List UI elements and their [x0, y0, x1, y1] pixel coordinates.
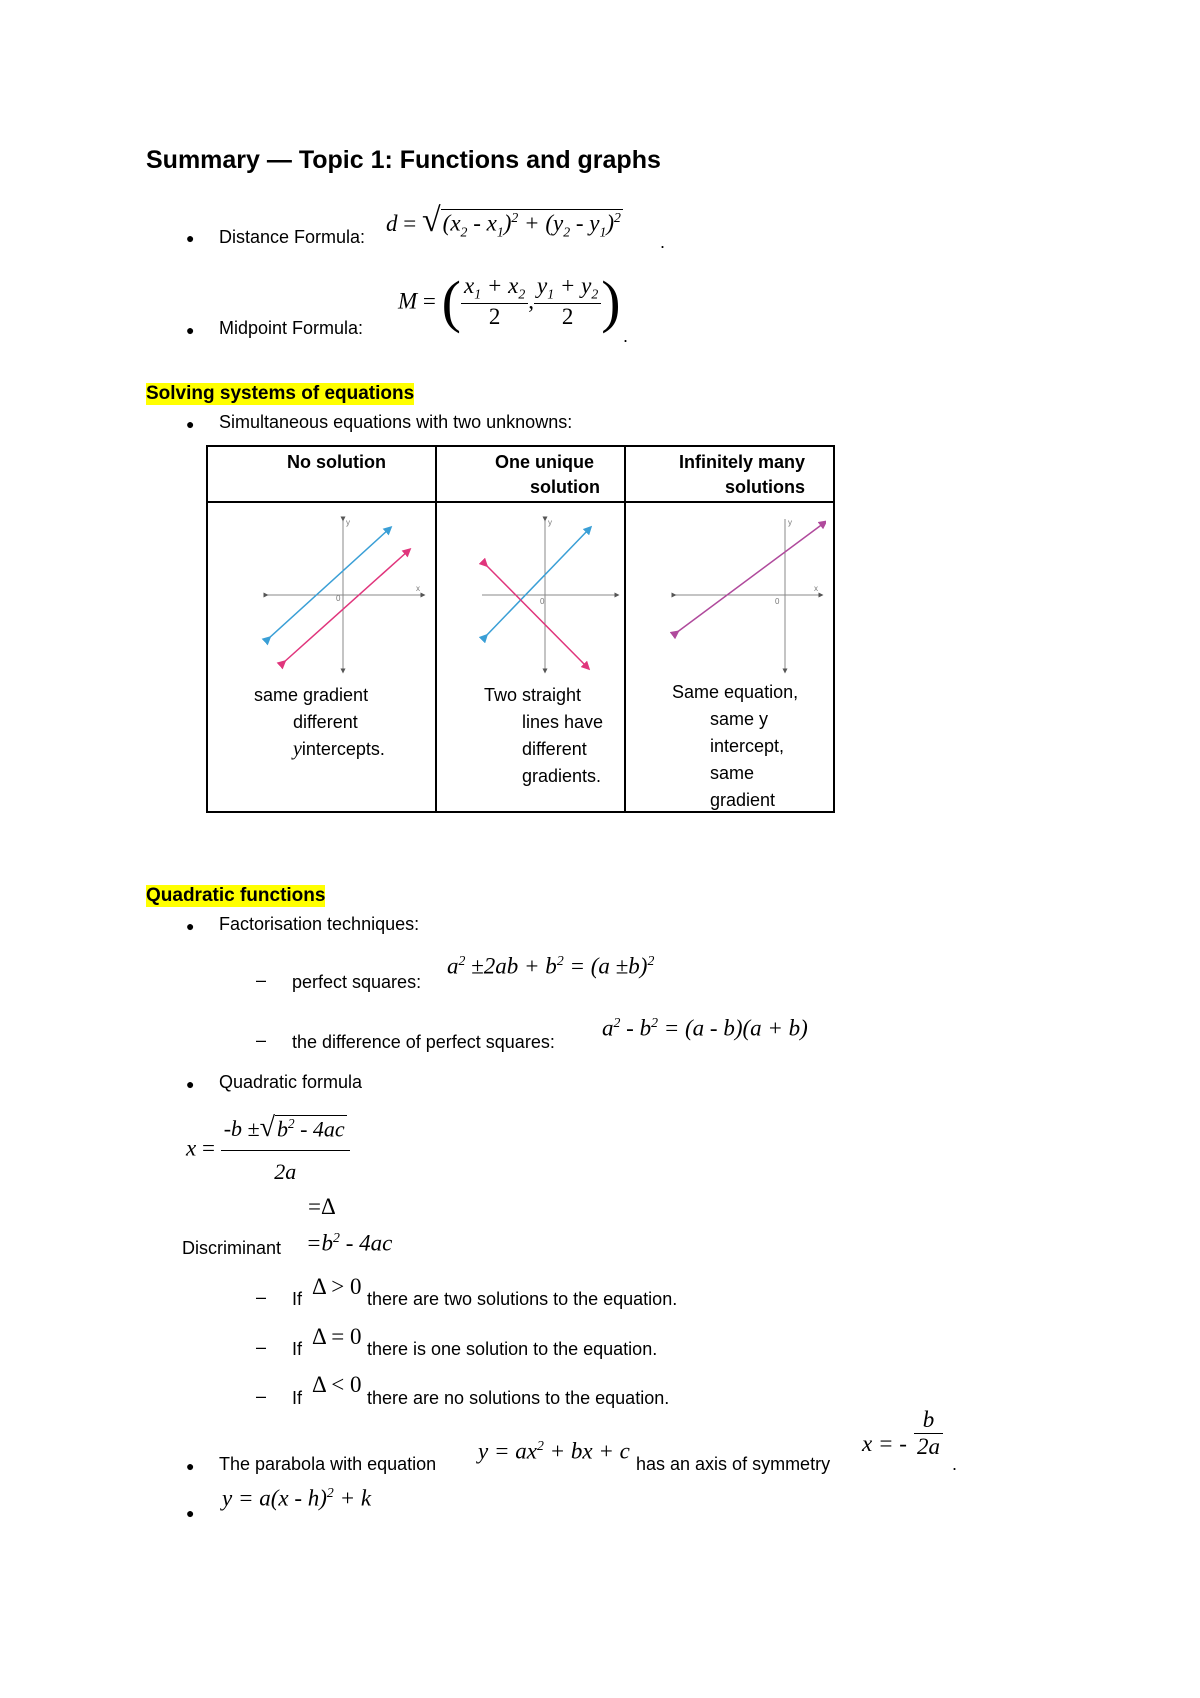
parabola-mid: has an axis of symmetry — [636, 1454, 831, 1474]
quadratic-formula: x = $\frac{-b \pm√b^2 - 4ac}{2a}$ — [186, 1112, 350, 1185]
desc-line: yintercepts. — [293, 738, 385, 760]
desc-line: same — [710, 763, 755, 783]
dash: – — [256, 1337, 267, 1357]
graph-one-solution — [477, 511, 627, 676]
dash: – — [256, 970, 267, 990]
midpoint-formula: M = ( $\frac{x_1 + x_2}{2}$ , $\frac{y_1 + y_2}{2}$ ) — [398, 269, 621, 334]
desc-line: intercept, — [710, 736, 785, 756]
header-no-solution: No solution — [207, 446, 436, 502]
cell-infinite-solutions — [625, 502, 834, 812]
quadratic-heading: Quadratic functions — [146, 885, 326, 906]
x-axis-label: x — [814, 584, 818, 593]
desc-line: same gradient — [254, 685, 369, 705]
distance-formula: $d = √(x_2 - x_1)^2 + (y_2 - y_1)^2$ — [386, 202, 621, 240]
case-text: there are two solutions to the equation. — [367, 1289, 678, 1309]
bullet: ● — [186, 1505, 195, 1521]
parabola-equation: $y = ax^2$ + bx + c — [478, 1438, 630, 1464]
case-text: there is one solution to the equation. — [367, 1339, 658, 1359]
if-word: If — [292, 1339, 303, 1359]
distance-label: Distance Formula: — [219, 227, 366, 247]
parabola-pre: The parabola with equation — [219, 1454, 437, 1474]
systems-intro: Simultaneous equations with two unknowns: — [219, 412, 573, 432]
origin-label: 0 — [540, 597, 545, 606]
bullet: ● — [186, 416, 195, 432]
delta-line: =Δ — [308, 1194, 336, 1219]
desc-line: lines have — [522, 712, 604, 732]
discriminant-label: Discriminant — [182, 1238, 282, 1258]
dash: – — [256, 1386, 267, 1406]
origin-label: 0 — [775, 597, 780, 606]
perfect-squares-formula: $a^2 \pm 2ab + b^2 = (a \pm b)^2$ — [447, 953, 655, 979]
line-pink — [485, 564, 587, 667]
case-condition: Δ = 0 — [312, 1324, 362, 1349]
bullet: ● — [186, 230, 195, 246]
desc-line: different — [293, 712, 358, 732]
bullet: ● — [186, 1458, 195, 1474]
bullet: ● — [186, 322, 195, 338]
systems-heading: Solving systems of equations — [146, 383, 415, 404]
if-word: If — [292, 1289, 303, 1309]
axis-fraction: $\frac{b}{2a}$ — [914, 1407, 943, 1460]
desc-line: gradient — [710, 790, 776, 810]
origin-label: 0 — [336, 594, 341, 603]
period: . — [623, 326, 629, 346]
difference-formula: $a^2 - b^2 = (a - b)(a + b)$ — [602, 1015, 808, 1041]
desc-line: Same equation, — [672, 682, 799, 702]
vertex-form: y = a(x - h)$^2$ + k — [222, 1485, 372, 1511]
case-text: there are no solutions to the equation. — [367, 1388, 670, 1408]
dash: – — [256, 1287, 267, 1307]
difference-label: the difference of perfect squares: — [292, 1032, 555, 1052]
period: . — [660, 232, 666, 252]
desc-line: same y — [710, 709, 769, 729]
dash: – — [256, 1030, 267, 1050]
page-title: Summary — Topic 1: Functions and graphs — [146, 146, 661, 174]
bullet: ● — [186, 918, 195, 934]
y-axis-label: y — [548, 518, 552, 527]
y-axis-label: y — [788, 518, 792, 527]
midpoint-label: Midpoint Formula: — [219, 318, 364, 338]
desc-line: gradients. — [522, 766, 602, 786]
case-condition: Δ < 0 — [312, 1372, 362, 1397]
desc-line: Two straight — [484, 685, 582, 705]
line-purple — [676, 523, 824, 633]
graph-infinite-solutions — [666, 511, 826, 676]
cell-no-solution — [207, 502, 436, 812]
systems-table — [206, 445, 835, 813]
perfect-squares-label: perfect squares: — [292, 972, 422, 992]
bullet: ● — [186, 1076, 195, 1092]
graph-no-solution — [258, 511, 433, 676]
case-condition: Δ > 0 — [312, 1274, 362, 1299]
desc-line: different — [522, 739, 587, 759]
factorisation-label: Factorisation techniques: — [219, 914, 420, 934]
if-word: If — [292, 1388, 303, 1408]
period: . — [952, 1454, 958, 1474]
cell-one-solution — [436, 502, 625, 812]
header-infinite-solutions: Infinitely many solutions — [625, 446, 834, 502]
y-axis-label: y — [346, 518, 350, 527]
discriminant-formula: $=b^2 - 4ac$ — [306, 1230, 393, 1256]
quadratic-formula-label: Quadratic formula — [219, 1072, 363, 1092]
axis-x: x = - — [862, 1431, 907, 1456]
x-axis-label: x — [416, 584, 420, 593]
header-one-solution: One unique solution — [436, 446, 625, 502]
line-blue — [485, 529, 589, 637]
